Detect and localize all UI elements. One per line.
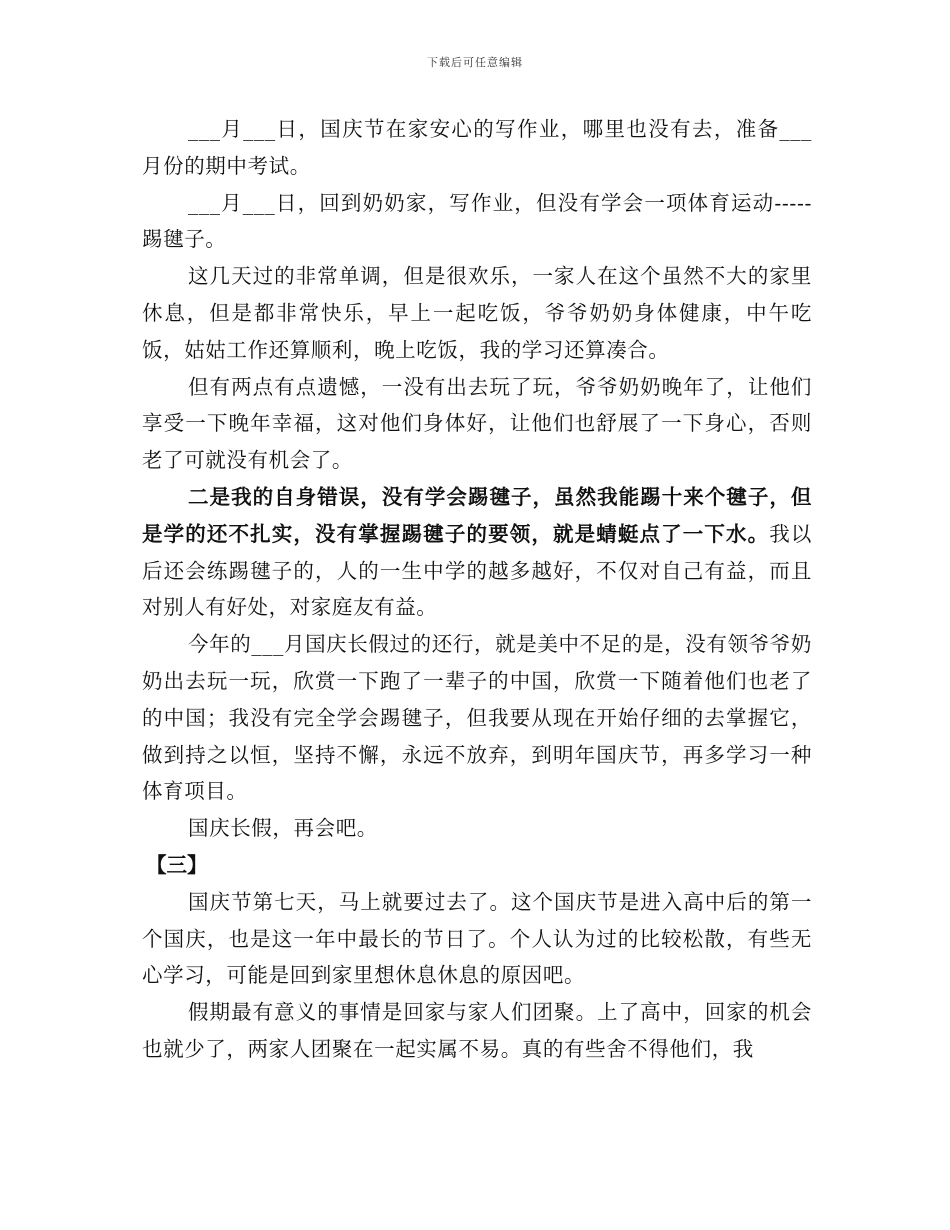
paragraph-5-bold: 二是我的自身错误，没有学会踢毽子，虽然我能踢十来个毽子，但是学的还不扎实，没有掌握踢毽子的要领，就是蜻蜓点了一下水。 <box>142 484 812 546</box>
page-header: 下载后可任意编辑 <box>427 56 523 69</box>
paragraph-8: 国庆节第七天，马上就要过去了。这个国庆节是进入高中后的第一个国庆，也是这一年中最长的节日了。个人认为过的比较松散，有些无心学习，可能是回到家里想休息休息的原因吧。 <box>142 889 812 988</box>
paragraph-1: ___月___日，国庆节在家安心的写作业，哪里也没有去，准备___月份的期中考试。 <box>142 117 812 178</box>
document-body <box>142 111 812 1068</box>
paragraph-5 <box>142 479 812 626</box>
section-title: 【三】 <box>146 852 208 877</box>
paragraph-9: 假期最有意义的事情是回家与家人们团聚。上了高中，回家的机会也就少了，两家人团聚在一起实属不易。真的有些舍不得他们，我 <box>142 1000 812 1061</box>
paragraph-3: 这几天过的非常单调，但是很欢乐，一家人在这个虽然不大的家里休息，但是都非常快乐，早上一起吃饭，爷爷奶奶身体健康，中午吃饭，姑姑工作还算顺利，晚上吃饭，我的学习还算凑合。 <box>142 264 812 362</box>
paragraph-7: 国庆长假，再会吧。 <box>188 816 378 841</box>
paragraph-2: ___月___日，回到奶奶家，写作业，但没有学会一项体育运动-----踢毽子。 <box>142 190 812 252</box>
paragraph-4: 但有两点有点遗憾，一没有出去玩了玩，爷爷奶奶晚年了，让他们享受一下晚年幸福，这对他们身体好，让他们也舒展了一下身心，否则老了可就没有机会了。 <box>142 374 812 473</box>
paragraph-5-rest: 我以后还会练踢毽子的，人的一生中学的越多越好，不仅对自己有益，而且对别人有好处，对家庭友有益。 <box>142 521 812 620</box>
paragraph-6: 今年的___月国庆长假过的还行，就是美中不足的是，没有领爷爷奶奶出去玩一玩，欣赏一下跑了一辈子的中国，欣赏一下随着他们也老了的中国；我没有完全学会踢毽子，但我要从现在开始仔细的去掌握它，做到持之以恒，坚持不懈，永远不放弃，到明年国庆节，再多学习一种体育项目。 <box>142 632 812 804</box>
